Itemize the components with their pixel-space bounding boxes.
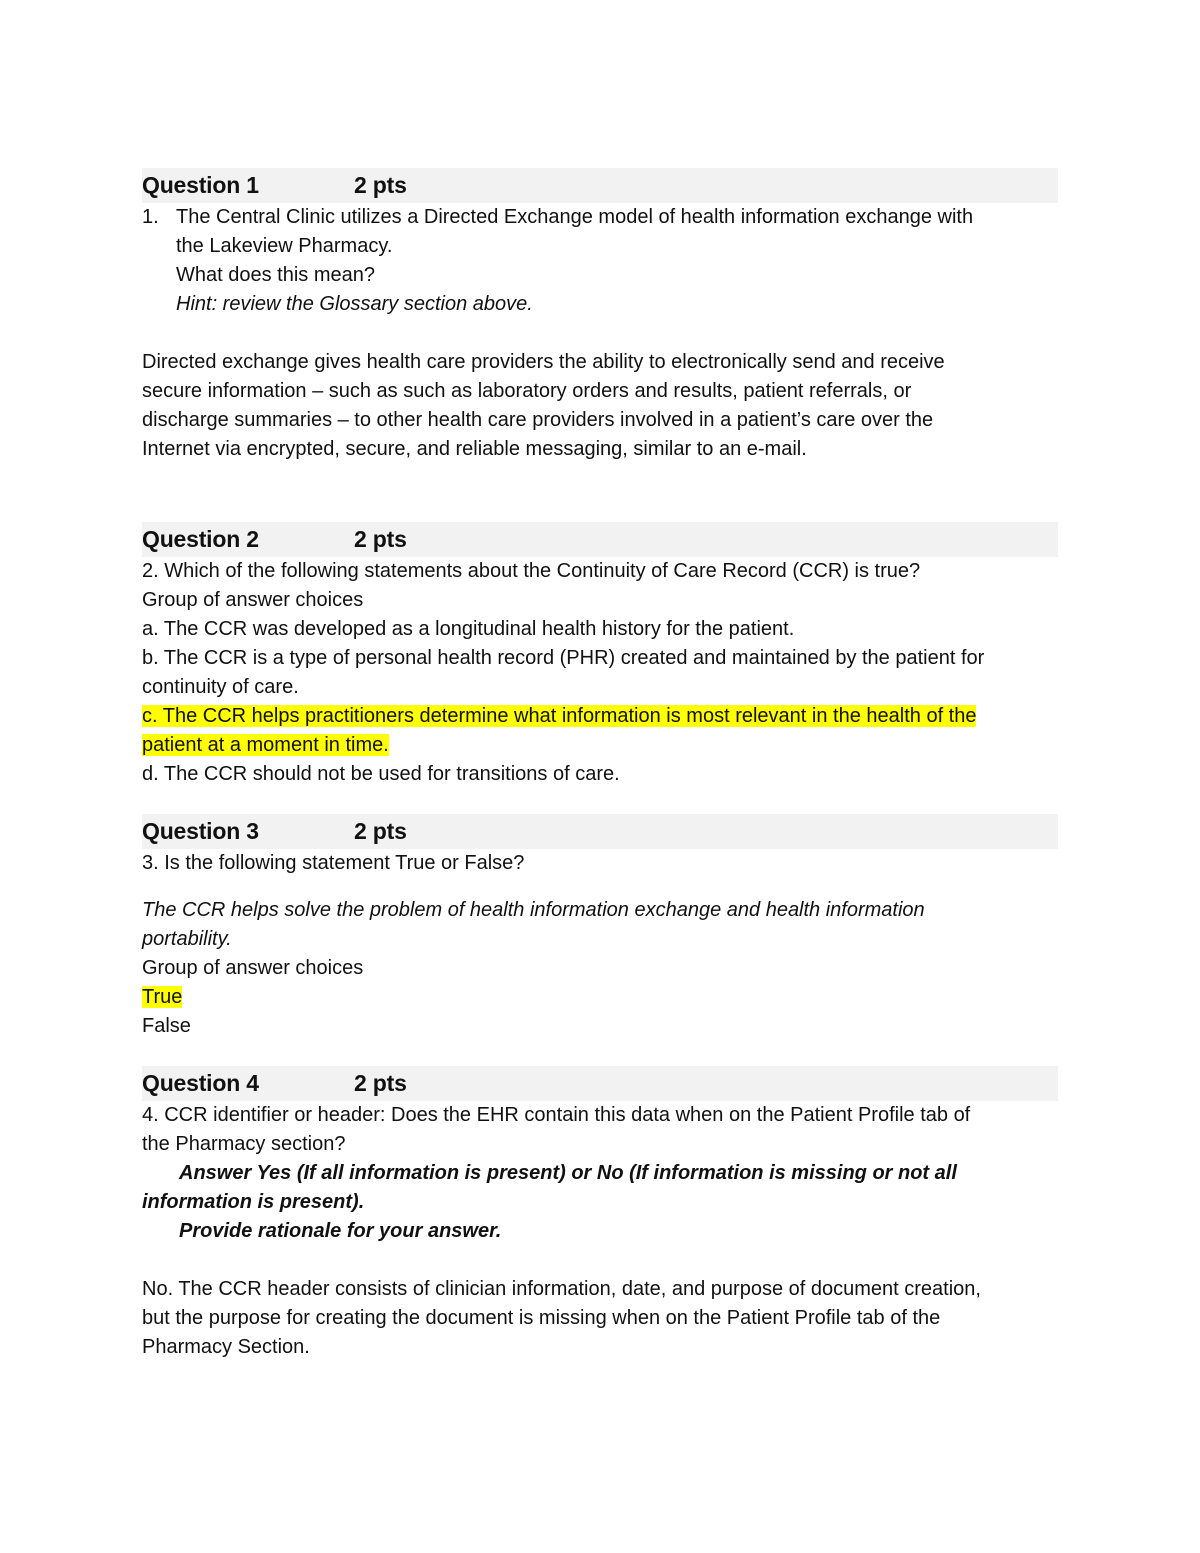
document-page <box>142 168 1058 1362</box>
answer-choice-d: d. The CCR should not be used for transitions of care. <box>142 763 620 785</box>
question-title: Question 3 <box>142 818 259 844</box>
spacer <box>142 1041 1058 1066</box>
spacer <box>142 319 1058 348</box>
question-3-header <box>142 814 1058 849</box>
hint-text: Hint: review the Glossary section above. <box>176 293 533 315</box>
prompt-line: 3. Is the following statement True or False? <box>142 852 525 874</box>
prompt-line: The Central Clinic utilizes a Directed Exchange model of health information exchange with <box>176 206 974 228</box>
instruction-line: Answer Yes (If all information is present) or No (If information is missing or not all <box>179 1162 957 1184</box>
question-1-prompt <box>142 203 1058 232</box>
prompt-line: the Pharmacy section? <box>142 1133 346 1155</box>
question-points: 2 pts <box>354 1070 407 1096</box>
prompt-line: What does this mean? <box>176 264 375 286</box>
question-4-header <box>142 1066 1058 1101</box>
question-points: 2 pts <box>354 172 407 198</box>
highlighted-text: True <box>142 986 183 1008</box>
answer-choice-true-selected <box>142 983 1058 1012</box>
statement-line: portability. <box>142 928 232 950</box>
spacer <box>142 878 1058 896</box>
answer-choice-a: a. The CCR was developed as a longitudinal health history for the patient. <box>142 618 795 640</box>
answer-line: secure information – such as such as laboratory orders and results, patient referrals, or <box>142 380 912 402</box>
answer-choice-b: b. The CCR is a type of personal health record (PHR) created and maintained by the patient for <box>142 647 985 669</box>
answer-line: but the purpose for creating the document is missing when on the Patient Profile tab of the <box>142 1307 941 1329</box>
statement-line: The CCR helps solve the problem of health information exchange and health information <box>142 899 925 921</box>
answer-choice-c-selected <box>142 702 1058 731</box>
question-title: Question 2 <box>142 526 259 552</box>
spacer <box>142 464 1058 522</box>
highlighted-text: c. The CCR helps practitioners determine what information is most relevant in the health of the <box>142 705 977 727</box>
prompt-line: 4. CCR identifier or header: Does the EHR contain this data when on the Patient Profile tab of <box>142 1104 971 1126</box>
question-points: 2 pts <box>354 526 407 552</box>
highlighted-text: patient at a moment in time. <box>142 734 389 756</box>
spacer <box>142 789 1058 814</box>
prompt-line: the Lakeview Pharmacy. <box>176 235 393 257</box>
answer-choice-false: False <box>142 1015 191 1037</box>
group-label: Group of answer choices <box>142 589 364 611</box>
question-title: Question 4 <box>142 1070 259 1096</box>
answer-choice-c-selected <box>142 731 1058 760</box>
question-2-header <box>142 522 1058 557</box>
group-label: Group of answer choices <box>142 957 364 979</box>
instruction-line: information is present). <box>142 1191 365 1213</box>
answer-line: discharge summaries – to other health care providers involved in a patient’s care over the <box>142 409 934 431</box>
prompt-line: 2. Which of the following statements about the Continuity of Care Record (CCR) is true? <box>142 560 921 582</box>
instruction-line: Provide rationale for your answer. <box>179 1220 502 1242</box>
answer-choice-b: continuity of care. <box>142 676 299 698</box>
question-title: Question 1 <box>142 172 259 198</box>
answer-line: Internet via encrypted, secure, and reliable messaging, similar to an e-mail. <box>142 438 807 460</box>
answer-line: Directed exchange gives health care providers the ability to electronically send and receive <box>142 351 945 373</box>
list-number: 1. <box>142 206 159 228</box>
spacer <box>142 1246 1058 1275</box>
answer-line: No. The CCR header consists of clinician information, date, and purpose of document creation, <box>142 1278 981 1300</box>
answer-line: Pharmacy Section. <box>142 1336 310 1358</box>
question-1-header <box>142 168 1058 203</box>
question-points: 2 pts <box>354 818 407 844</box>
